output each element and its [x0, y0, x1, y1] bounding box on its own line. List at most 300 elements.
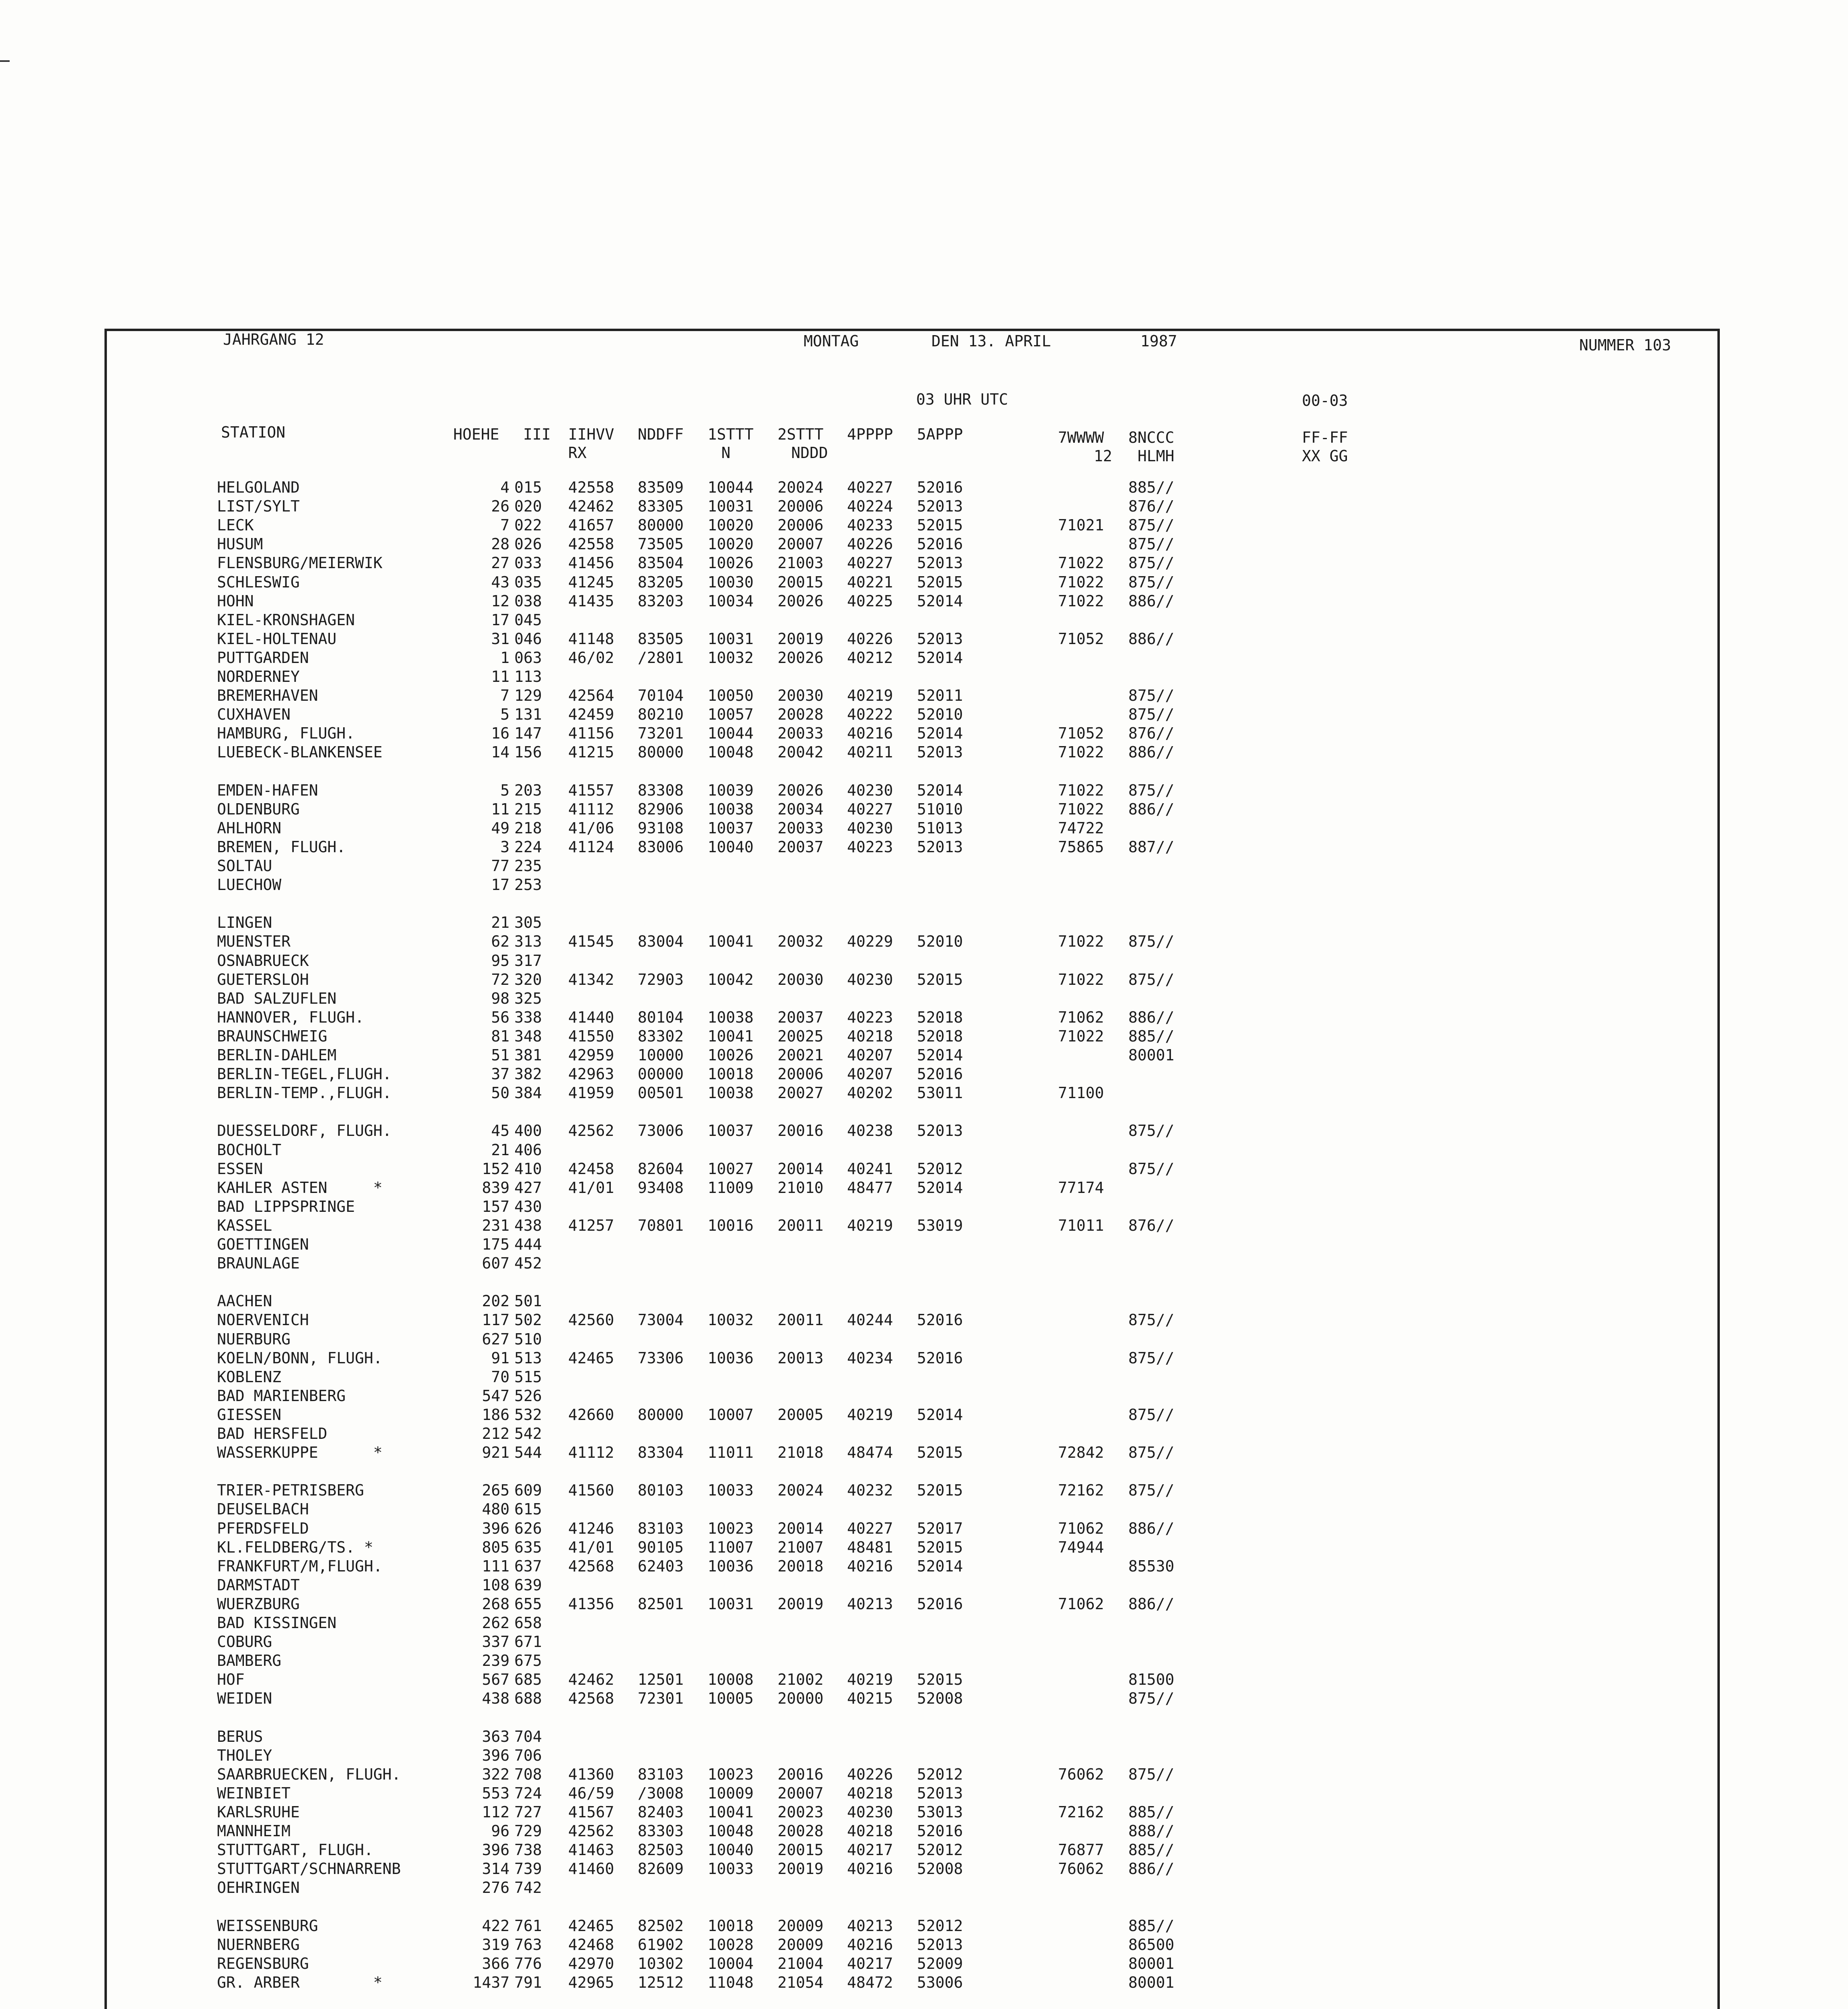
col-5appp: 5APPP [917, 426, 963, 443]
group-5appp: 52016 [917, 535, 963, 553]
group-5appp: 52013 [917, 838, 963, 856]
group-8nccc: 885// [1128, 1027, 1175, 1045]
station-name: KOELN/BONN, FLUGH. [217, 1349, 383, 1367]
group-1sttt: 10018 [708, 1065, 754, 1083]
group-8nccc: 875// [1128, 970, 1175, 988]
group-iihvv: 41/01 [568, 1538, 614, 1556]
station-name: THOLEY [217, 1746, 272, 1764]
table-row [0, 970, 1205, 989]
group-5appp: 52015 [917, 970, 963, 988]
station-id: 063 [514, 649, 542, 667]
station-id: 761 [514, 1917, 542, 1935]
station-id: 685 [514, 1671, 542, 1689]
group-2sttt: 21018 [778, 1444, 824, 1462]
group-iihvv: 41257 [568, 1216, 614, 1234]
station-height: 553 [482, 1784, 510, 1802]
station-height: 212 [482, 1425, 510, 1442]
station-id: 430 [514, 1197, 542, 1215]
table-row [0, 686, 1205, 705]
station-name: BERLIN-TEMP.,FLUGH. [217, 1084, 392, 1102]
col-nddff: NDDFF [638, 426, 684, 443]
station-height: 5 [500, 706, 510, 724]
group-nddff: 80000 [638, 516, 684, 534]
group-1sttt: 10031 [708, 497, 754, 516]
year: 1987 [1140, 332, 1177, 350]
station-height: 7 [500, 687, 510, 705]
group-7wwww: 71011 [1058, 1216, 1104, 1234]
table-row [0, 762, 1205, 781]
table-row [0, 592, 1205, 611]
station-id: 400 [514, 1122, 542, 1140]
station-name: HUSUM [217, 535, 263, 553]
table-row [0, 1898, 1205, 1917]
station-id: 615 [514, 1500, 542, 1518]
group-4pppp: 40213 [847, 1917, 893, 1935]
group-4pppp: 40217 [847, 1954, 893, 1972]
station-id: 444 [514, 1236, 542, 1253]
group-5appp: 52015 [917, 1444, 963, 1462]
group-8nccc: 86500 [1128, 1935, 1175, 1954]
group-7wwww: 71052 [1058, 630, 1104, 648]
group-nddff: 73306 [638, 1349, 684, 1367]
station-height: 70 [491, 1368, 510, 1386]
group-4pppp: 40211 [847, 743, 893, 761]
table-row [0, 1027, 1205, 1046]
group-1sttt: 11048 [708, 1973, 754, 1991]
group-1sttt: 10041 [708, 1803, 754, 1821]
station-name: STUTTGART/SCHNARRENB [217, 1860, 401, 1878]
group-1sttt: 10037 [708, 819, 754, 837]
group-4pppp: 40227 [847, 479, 893, 496]
group-8nccc: 81500 [1128, 1671, 1175, 1689]
group-nddff: 80000 [638, 743, 684, 761]
group-iihvv: 42562 [568, 1822, 614, 1840]
group-8nccc: 875// [1128, 1481, 1175, 1500]
table-row [0, 951, 1205, 970]
group-iihvv: 41/06 [568, 819, 614, 837]
group-nddff: 83103 [638, 1765, 684, 1783]
station-id: 658 [514, 1614, 542, 1632]
group-1sttt: 10027 [708, 1160, 754, 1178]
station-name: KL.FELDBERG/TS. * [217, 1538, 373, 1556]
group-4pppp: 48474 [847, 1444, 893, 1462]
station-name: CUXHAVEN [217, 706, 291, 724]
station-height: 27 [491, 554, 510, 572]
group-4pppp: 40216 [847, 1860, 893, 1878]
group-nddff: 70104 [638, 687, 684, 705]
group-7wwww: 71052 [1058, 724, 1104, 743]
table-row [0, 667, 1205, 686]
group-2sttt: 20007 [778, 1784, 824, 1802]
table-row [0, 781, 1205, 800]
group-nddff: 80104 [638, 1008, 684, 1026]
station-id: 215 [514, 800, 542, 818]
group-5appp: 53019 [917, 1216, 963, 1234]
group-iihvv: 41112 [568, 1444, 614, 1462]
group-4pppp: 40227 [847, 554, 893, 572]
group-nddff: 93108 [638, 819, 684, 837]
group-4pppp: 40232 [847, 1481, 893, 1500]
group-2sttt: 20009 [778, 1917, 824, 1935]
table-row [0, 1349, 1205, 1368]
station-height: 262 [482, 1614, 510, 1632]
table-row [0, 1273, 1205, 1292]
station-id: 452 [514, 1254, 542, 1273]
col-hoehe: HOEHE [453, 426, 499, 443]
station-height: 239 [482, 1652, 510, 1670]
table-row [0, 1197, 1205, 1216]
group-8nccc: 875// [1128, 516, 1175, 534]
group-iihvv: 41356 [568, 1595, 614, 1613]
group-iihvv: 42562 [568, 1122, 614, 1140]
station-id: 325 [514, 989, 542, 1007]
group-8nccc: 875// [1128, 781, 1175, 799]
group-2sttt: 20030 [778, 970, 824, 988]
station-height: 547 [482, 1387, 510, 1405]
group-4pppp: 40215 [847, 1690, 893, 1708]
group-1sttt: 10032 [708, 649, 754, 667]
group-nddff: 72903 [638, 970, 684, 988]
station-height: 805 [482, 1538, 510, 1556]
table-row [0, 913, 1205, 932]
group-5appp: 52015 [917, 1481, 963, 1500]
group-nddff: 80000 [638, 1405, 684, 1424]
group-5appp: 52016 [917, 1065, 963, 1083]
group-4pppp: 40244 [847, 1311, 893, 1329]
group-8nccc: 876// [1128, 1216, 1175, 1234]
station-height: 322 [482, 1765, 510, 1783]
group-8nccc: 80001 [1128, 1973, 1175, 1991]
group-nddff: 82906 [638, 800, 684, 818]
group-nddff: 62403 [638, 1557, 684, 1575]
group-nddff: 82503 [638, 1841, 684, 1859]
station-id: 035 [514, 573, 542, 591]
group-2sttt: 20015 [778, 573, 824, 591]
group-iihvv: 41245 [568, 573, 614, 591]
group-7wwww: 71022 [1058, 781, 1104, 799]
station-id: 639 [514, 1576, 542, 1594]
station-height: 37 [491, 1065, 510, 1083]
group-8nccc: 875// [1128, 1405, 1175, 1424]
group-8nccc: 886// [1128, 592, 1175, 610]
group-5appp: 52013 [917, 497, 963, 516]
station-height: 28 [491, 535, 510, 553]
station-name: HAMBURG, FLUGH. [217, 724, 355, 743]
station-name: MUENSTER [217, 933, 291, 951]
station-id: 022 [514, 516, 542, 534]
station-id: 203 [514, 781, 542, 799]
station-id: 724 [514, 1784, 542, 1802]
group-nddff: 72301 [638, 1690, 684, 1708]
group-iihvv: 46/59 [568, 1784, 614, 1802]
col-iii: III [523, 426, 551, 443]
group-iihvv: 41463 [568, 1841, 614, 1859]
group-1sttt: 10033 [708, 1481, 754, 1500]
group-5appp: 53006 [917, 1973, 963, 1991]
group-5appp: 52017 [917, 1519, 963, 1537]
station-name: WEINBIET [217, 1784, 291, 1802]
table-row [0, 819, 1205, 838]
group-7wwww: 71021 [1058, 516, 1104, 534]
station-name: KIEL-HOLTENAU [217, 630, 337, 648]
station-name: TRIER-PETRISBERG [217, 1481, 364, 1500]
group-nddff: 93408 [638, 1178, 684, 1197]
station-name: LECK [217, 516, 254, 534]
group-nddff: 82604 [638, 1160, 684, 1178]
group-2sttt: 20016 [778, 1122, 824, 1140]
group-iihvv: 42970 [568, 1954, 614, 1972]
group-5appp: 52018 [917, 1027, 963, 1045]
station-name: KOBLENZ [217, 1368, 282, 1386]
table-row [0, 1595, 1205, 1614]
table-row [0, 705, 1205, 724]
station-name: HOHN [217, 592, 254, 610]
group-5appp: 52012 [917, 1765, 963, 1783]
station-name: PUTTGARDEN [217, 649, 309, 667]
group-1sttt: 10036 [708, 1557, 754, 1575]
group-2sttt: 20007 [778, 535, 824, 553]
group-2sttt: 20015 [778, 1841, 824, 1859]
station-height: 56 [491, 1008, 510, 1026]
group-nddff: 61902 [638, 1935, 684, 1954]
group-iihvv: 41567 [568, 1803, 614, 1821]
group-1sttt: 10031 [708, 630, 754, 648]
station-name: HELGOLAND [217, 479, 300, 496]
table-row [0, 1160, 1205, 1178]
station-id: 235 [514, 857, 542, 875]
group-4pppp: 40218 [847, 1027, 893, 1045]
group-2sttt: 20026 [778, 649, 824, 667]
group-2sttt: 20018 [778, 1557, 824, 1575]
group-1sttt: 10028 [708, 1935, 754, 1954]
station-id: 026 [514, 535, 542, 553]
group-1sttt: 10048 [708, 1822, 754, 1840]
group-4pppp: 40230 [847, 781, 893, 799]
table-row [0, 554, 1205, 573]
group-2sttt: 20021 [778, 1046, 824, 1064]
group-iihvv: 41560 [568, 1481, 614, 1500]
group-8nccc: 875// [1128, 687, 1175, 705]
group-7wwww: 71022 [1058, 743, 1104, 761]
group-8nccc: 875// [1128, 1122, 1175, 1140]
station-id: 317 [514, 951, 542, 970]
col-2sttt-sub: NDDD [791, 444, 828, 462]
group-8nccc: 886// [1128, 630, 1175, 648]
group-5appp: 52014 [917, 724, 963, 743]
group-nddff: 73004 [638, 1311, 684, 1329]
group-2sttt: 20023 [778, 1803, 824, 1821]
group-2sttt: 20026 [778, 781, 824, 799]
group-8nccc: 85530 [1128, 1557, 1175, 1575]
group-8nccc: 875// [1128, 1160, 1175, 1178]
group-7wwww: 76062 [1058, 1765, 1104, 1783]
group-2sttt: 20025 [778, 1027, 824, 1045]
table-row [0, 1689, 1205, 1708]
station-height: 202 [482, 1292, 510, 1310]
group-5appp: 52012 [917, 1160, 963, 1178]
group-5appp: 52008 [917, 1860, 963, 1878]
group-4pppp: 40238 [847, 1122, 893, 1140]
station-id: 147 [514, 724, 542, 743]
group-nddff: 10302 [638, 1954, 684, 1972]
table-row [0, 1141, 1205, 1160]
station-name: KASSEL [217, 1216, 272, 1234]
group-4pppp: 40218 [847, 1784, 893, 1802]
station-name: LUEBECK-BLANKENSEE [217, 743, 383, 761]
station-id: 224 [514, 838, 542, 856]
table-row [0, 649, 1205, 667]
group-nddff: 00501 [638, 1084, 684, 1102]
table-row [0, 1576, 1205, 1595]
station-height: 627 [482, 1330, 510, 1348]
group-7wwww: 71022 [1058, 592, 1104, 610]
group-2sttt: 21054 [778, 1973, 824, 1991]
station-height: 480 [482, 1500, 510, 1518]
group-1sttt: 10033 [708, 1860, 754, 1878]
group-1sttt: 10032 [708, 1311, 754, 1329]
table-row [0, 1292, 1205, 1311]
group-2sttt: 20000 [778, 1690, 824, 1708]
table-row [0, 800, 1205, 819]
station-height: 839 [482, 1178, 510, 1197]
group-nddff: 70801 [638, 1216, 684, 1234]
station-name: WASSERKUPPE * [217, 1444, 383, 1462]
group-iihvv: 41246 [568, 1519, 614, 1537]
col-4pppp: 4PPPP [847, 426, 893, 443]
station-height: 21 [491, 914, 510, 932]
station-name: HANNOVER, FLUGH. [217, 1008, 364, 1026]
table-row [0, 1860, 1205, 1878]
group-8nccc: 80001 [1128, 1046, 1175, 1064]
table-row [0, 497, 1205, 516]
table-row [0, 1803, 1205, 1822]
station-height: 62 [491, 933, 510, 951]
group-1sttt: 10023 [708, 1519, 754, 1537]
group-1sttt: 10008 [708, 1671, 754, 1689]
station-name: FRANKFURT/M,FLUGH. [217, 1557, 383, 1575]
table-row [0, 1121, 1205, 1140]
table-row [0, 516, 1205, 535]
group-iihvv: 42462 [568, 1671, 614, 1689]
station-id: 131 [514, 706, 542, 724]
group-8nccc: 886// [1128, 800, 1175, 818]
col-7wwww: 7WWWW [1058, 429, 1104, 446]
table-row [0, 1405, 1205, 1424]
group-1sttt: 10041 [708, 1027, 754, 1045]
group-iihvv: 42560 [568, 1311, 614, 1329]
group-2sttt: 20005 [778, 1405, 824, 1424]
station-id: 384 [514, 1084, 542, 1102]
group-nddff: 12501 [638, 1671, 684, 1689]
station-name: NUERBURG [217, 1330, 291, 1348]
group-7wwww: 71062 [1058, 1008, 1104, 1026]
station-height: 366 [482, 1954, 510, 1972]
table-row [0, 1917, 1205, 1935]
group-8nccc: 875// [1128, 1349, 1175, 1367]
group-2sttt: 20026 [778, 592, 824, 610]
group-2sttt: 20042 [778, 743, 824, 761]
group-8nccc: 886// [1128, 1860, 1175, 1878]
scan-mark [0, 60, 10, 62]
station-height: 49 [491, 819, 510, 837]
station-height: 98 [491, 989, 510, 1007]
station-height: 1 [500, 649, 510, 667]
group-5appp: 52014 [917, 649, 963, 667]
table-row [0, 1387, 1205, 1405]
station-height: 396 [482, 1746, 510, 1764]
group-iihvv: 41959 [568, 1084, 614, 1102]
station-height: 112 [482, 1803, 510, 1821]
group-iihvv: 42564 [568, 687, 614, 705]
group-8nccc: 887// [1128, 838, 1175, 856]
station-name: KARLSRUHE [217, 1803, 300, 1821]
group-1sttt: 10037 [708, 1122, 754, 1140]
group-2sttt: 20019 [778, 630, 824, 648]
group-8nccc: 886// [1128, 1595, 1175, 1613]
weekday: MONTAG [804, 332, 859, 350]
station-name: STUTTGART, FLUGH. [217, 1841, 373, 1859]
group-4pppp: 40216 [847, 1935, 893, 1954]
station-name: BAD HERSFELD [217, 1425, 327, 1442]
group-5appp: 52015 [917, 1671, 963, 1689]
group-5appp: 52013 [917, 554, 963, 572]
group-4pppp: 40229 [847, 933, 893, 951]
group-7wwww: 75865 [1058, 838, 1104, 856]
station-height: 363 [482, 1727, 510, 1745]
group-nddff: 83308 [638, 781, 684, 799]
table-row [0, 535, 1205, 554]
group-1sttt: 10020 [708, 535, 754, 553]
group-range: 00-03 [1302, 392, 1348, 409]
station-id: 704 [514, 1727, 542, 1745]
group-nddff: /3008 [638, 1784, 684, 1802]
group-4pppp: 48477 [847, 1178, 893, 1197]
station-height: 51 [491, 1046, 510, 1064]
table-row [0, 1216, 1205, 1235]
group-1sttt: 10044 [708, 724, 754, 743]
table-row [0, 630, 1205, 649]
group-8nccc: 875// [1128, 1311, 1175, 1329]
group-4pppp: 48472 [847, 1973, 893, 1991]
group-8nccc: 885// [1128, 1841, 1175, 1859]
group-4pppp: 40230 [847, 1803, 893, 1821]
station-height: 17 [491, 876, 510, 894]
group-5appp: 52012 [917, 1841, 963, 1859]
group-iihvv: 41545 [568, 933, 614, 951]
station-height: 4 [500, 479, 510, 496]
group-1sttt: 10018 [708, 1917, 754, 1935]
table-row [0, 1500, 1205, 1519]
table-row [0, 1822, 1205, 1841]
table-row [0, 1368, 1205, 1387]
station-id: 542 [514, 1425, 542, 1442]
station-id: 739 [514, 1860, 542, 1878]
group-nddff: 83004 [638, 933, 684, 951]
station-height: 17 [491, 611, 510, 629]
station-name: BAD SALZUFLEN [217, 989, 337, 1007]
station-id: 637 [514, 1557, 542, 1575]
station-name: AACHEN [217, 1292, 272, 1310]
station-name: SOLTAU [217, 857, 272, 875]
group-4pppp: 40230 [847, 819, 893, 837]
group-2sttt: 20014 [778, 1519, 824, 1537]
group-nddff: 00000 [638, 1065, 684, 1083]
group-iihvv: 41435 [568, 592, 614, 610]
table-row [0, 1973, 1205, 1992]
station-id: 501 [514, 1292, 542, 1310]
station-height: 31 [491, 630, 510, 648]
station-id: 033 [514, 554, 542, 572]
